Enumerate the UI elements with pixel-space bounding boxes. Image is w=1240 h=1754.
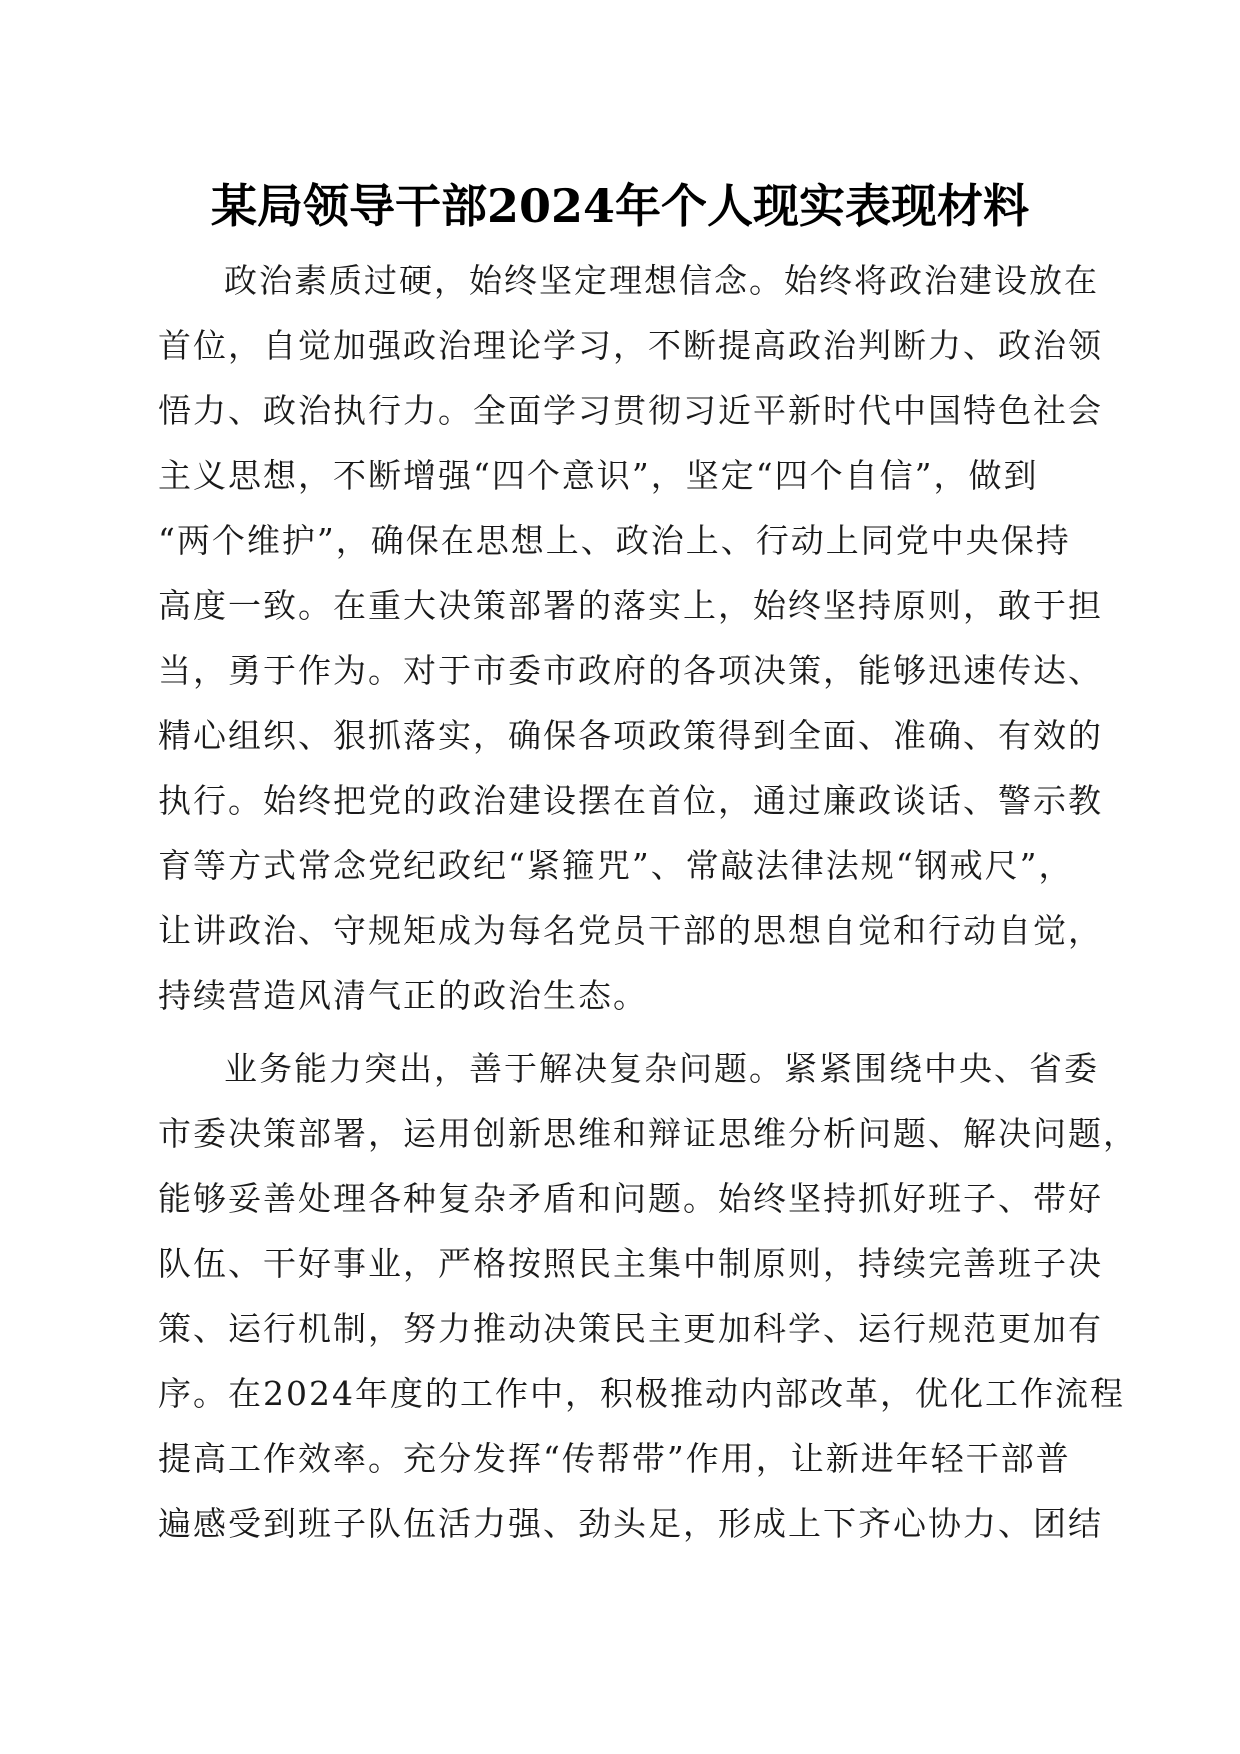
text-line: 市委决策部署，运用创新思维和辩证思维分析问题、解决问题， xyxy=(158,1114,1138,1153)
text-line: 首位，自觉加强政治理论学习，不断提高政治判断力、政治领 xyxy=(158,326,1103,365)
text-line: 能够妥善处理各种复杂矛盾和问题。始终坚持抓好班子、带好 xyxy=(158,1179,1103,1218)
text-line: 策、运行机制，努力推动决策民主更加科学、运行规范更加有 xyxy=(158,1309,1103,1348)
text-line: 政治素质过硬，始终坚定理想信念。始终将政治建设放在 xyxy=(224,261,1099,300)
text-line: 队伍、干好事业，严格按照民主集中制原则，持续完善班子决 xyxy=(158,1244,1103,1283)
text-line: 主义思想，不断增强“四个意识”，坚定“四个自信”，做到 xyxy=(158,456,1039,495)
text-line: 持续营造风清气正的政治生态。 xyxy=(158,976,648,1015)
paragraph-gap xyxy=(158,1028,1083,1036)
paragraph-business-ability xyxy=(158,1036,1138,1556)
text-line: 提高工作效率。充分发挥“传帮带”作用，让新进年轻干部普 xyxy=(158,1439,1071,1478)
document-body xyxy=(158,248,1138,1556)
text-line: 悟力、政治执行力。全面学习贯彻习近平新时代中国特色社会 xyxy=(158,391,1103,430)
document-title: 某局领导干部2024年个人现实表现材料 xyxy=(210,179,1030,233)
text-line: 序。在2024年度的工作中，积极推动内部改革，优化工作流程 xyxy=(158,1374,1125,1413)
text-line: 业务能力突出，善于解决复杂问题。紧紧围绕中央、省委 xyxy=(224,1049,1099,1088)
text-line: 执行。始终把党的政治建设摆在首位，通过廉政谈话、警示教 xyxy=(158,781,1103,820)
text-line: 让讲政治、守规矩成为每名党员干部的思想自觉和行动自觉， xyxy=(158,911,1103,950)
text-line: 遍感受到班子队伍活力强、劲头足，形成上下齐心协力、团结 xyxy=(158,1504,1103,1543)
text-line: 育等方式常念党纪政纪“紧箍咒”、常敲法律法规“钢戒尺”， xyxy=(158,846,1074,885)
paragraph-political-quality xyxy=(158,248,1103,1028)
text-line: “两个维护”，确保在思想上、政治上、行动上同党中央保持 xyxy=(158,521,1071,560)
text-line: 高度一致。在重大决策部署的落实上，始终坚持原则，敢于担 xyxy=(158,586,1103,625)
text-line: 当，勇于作为。对于市委市政府的各项决策，能够迅速传达、 xyxy=(158,651,1103,690)
text-line: 精心组织、狠抓落实，确保各项政策得到全面、准确、有效的 xyxy=(158,716,1103,755)
